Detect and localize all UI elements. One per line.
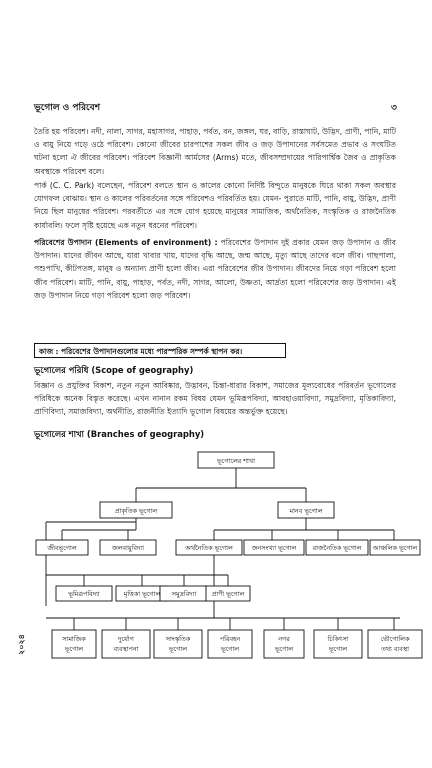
node-political-label: রাজনৈতিক ভূগোল	[312, 544, 362, 552]
scope-heading: ভূগোলের পরিধি (Scope of geography)	[34, 365, 194, 375]
node-cultural-geography	[154, 630, 202, 658]
node-gis-line1: ভৌগোলিক	[380, 635, 410, 643]
running-title: ভূগোল ও পরিবেশ	[34, 103, 101, 113]
node-soil-label: মৃত্তিকা ভূগোল	[123, 590, 161, 598]
node-zoogeography	[206, 586, 250, 601]
side-margin-year: ২০২৪	[17, 634, 26, 655]
node-human	[278, 502, 334, 518]
node-social-line1: সামাজিক	[62, 635, 86, 643]
node-transport-geography	[208, 630, 252, 658]
node-population-label: জনসংখ্যা ভূগোল	[251, 544, 297, 552]
node-disaster-line1: দুর্যোগ	[118, 635, 134, 643]
elements-heading: পরিবেশের উপাদান (Elements of environment) :	[34, 238, 218, 247]
task-box: কাজ : পরিবেশের উপাদানগুলোর মধ্যে পারস্পরিক সম্পর্ক স্থাপন কর।	[34, 343, 286, 358]
node-geomorphology	[56, 586, 112, 601]
page-number: ৩	[391, 103, 397, 113]
node-transport-line1: পরিবহন	[219, 635, 241, 643]
node-urban-geography	[264, 630, 304, 658]
node-oceanography-label: সমুদ্রবিদ্যা	[171, 590, 197, 598]
node-economic-geography	[176, 540, 242, 555]
node-social-geography	[52, 630, 96, 658]
node-physical	[100, 502, 172, 518]
node-climatology-label: জলবায়ুবিদ্যা	[111, 544, 145, 552]
node-urban-line1: নগর	[278, 635, 290, 643]
node-medical-line1: চিকিৎসা	[327, 635, 349, 643]
node-physical-label: প্রাকৃতিক ভূগোল	[114, 507, 158, 515]
node-medical-line2: ভূগোল	[328, 645, 348, 653]
node-climatology	[100, 540, 156, 555]
paragraph-elements	[34, 236, 396, 302]
node-regional-label: আঞ্চলিক ভূগোল	[372, 544, 418, 552]
node-cultural-line2: ভূগোল	[168, 645, 188, 653]
node-medical-geography	[314, 630, 362, 658]
node-root	[198, 452, 274, 468]
paragraph-definition: তৈরি হয় পরিবেশ। নদী, নালা, সাগর, মহাসাগর, পাহাড়, পর্বত, বন, জঙ্গল, ঘর, বাড়ি, রাস্তাঘাট, উদ্ভিদ, প্রাণী, পানি, মাটি ও বায়ু নিয়ে গড়ে ওঠে পরিবেশ। কোনো জীবের চারপাশের সকল জীব ও জড় উপাদানের সর্বসমেত প্রভাব ও সংঘটিত ঘটনা হলো ঐ জীবের পরিবেশ। পরিবেশ বিজ্ঞানী আর্মসের (Arms) মতে, জীবসম্প্রদায়ের পারিপার্শ্বিক জৈব ও প্রাকৃতিক অবস্থাকে পরিবেশ বলে।	[34, 127, 396, 176]
node-cultural-line1: সাংস্কৃতিক	[165, 635, 191, 643]
node-geomorphology-label: ভূমিরূপবিদ্যা	[68, 590, 100, 598]
node-biogeography	[36, 540, 88, 555]
node-economic-label: অর্থনৈতিক ভূগোল	[185, 544, 233, 552]
node-disaster-management	[102, 630, 150, 658]
node-root-label: ভূগোলের শাখা	[217, 457, 255, 465]
node-biogeography-label: জীবভূগোল	[47, 544, 77, 552]
branches-tree-diagram	[0, 440, 432, 730]
paragraph-park-definition: পার্ক (C. C. Park) বলেছেন, পরিবেশ বলতে স্থান ও কালের কোনো নির্দিষ্ট বিন্দুতে মানুষকে ঘিরে থাকা সকল অবস্থার যোগফল বোঝায়। স্থান ও কালের পরিবর্তনের সঙ্গে পরিবেশও পরিবর্তিত হয়। যেমন- পুরাতে মাটি, পানি, বায়ু, উদ্ভিদ, প্রাণী নিয়ে ছিল মানুষের পরিবেশ। পরবর্তীতে এর সঙ্গে যোগ হয়েছে মানুষের সামাজিক, অর্থনৈতিক, সংস্কৃতিক ও রাজনৈতিক কার্যাবলি। ফলে সৃষ্টি হয়েছে এক নতুন ধরনের পরিবেশ।	[34, 181, 396, 230]
node-urban-line2: ভূগোল	[274, 645, 294, 653]
paragraph-scope: বিজ্ঞান ও প্রযুক্তির বিকাশ, নতুন নতুন আবিষ্কার, উদ্ভাবন, চিন্তা-ধারার বিকাশ, সমাজের মূল্যবোধের পরিবর্তন ভূগোলের পরিধিকে অনেক বিস্তৃত করেছে। এখন নানান রকম বিষয় যেমন ভূমিরূপবিদ্যা, আবহাওয়াবিদ্যা, সমুদ্রবিদ্যা, মৃত্তিকাবিদ্যা, প্রাণিবিদ্যা, সমাজবিদ্যা, অর্থনীতি, রাজনীতি ইত্যাদি ভূগোল বিষয়ের অন্তর্ভুক্ত হয়েছে।	[34, 381, 396, 417]
node-zoogeography-label: প্রাণী ভূগোল	[211, 590, 245, 598]
node-political-geography	[306, 540, 368, 555]
node-gis-line2: তথ্য ব্যবস্থা	[381, 645, 409, 653]
node-population-geography	[244, 540, 304, 555]
node-gis	[368, 630, 422, 658]
node-disaster-line2: ব্যবস্থাপনা	[113, 645, 139, 653]
branches-heading: ভূগোলের শাখা (Branches of geography)	[34, 429, 205, 439]
node-regional-geography	[370, 540, 420, 555]
node-transport-line2: ভূগোল	[220, 645, 240, 653]
node-social-line2: ভূগোল	[64, 645, 84, 653]
node-human-label: মানব ভূগোল	[289, 507, 323, 515]
elements-text: পরিবেশের উপাদান দুই প্রকার যেমন জড় উপাদান ও জীব উপাদান। যাদের জীবন আছে, যারা খাবার খায়, যাদের বৃদ্ধি আছে, জন্ম আছে, মৃত্যু আছে তাদের বলে জীব। গাছপালা, পশুপাখি, কীটপতঙ্গ, মানুষ ও অন্যান্য প্রাণী হলো জীব। এরা পরিবেশের জীব উপাদান। জীবদের নিয়ে গড়া পরিবেশ হলো জীব পরিবেশ। মাটি, পানি, বায়ু, পাহাড়, পর্বত, নদী, সাগর, আলো, উষ্ণতা, আর্দ্রতা হলো পরিবেশের জড় উপাদান। এই জড় উপাদান নিয়ে গড়া পরিবেশ হলো জড় পরিবেশ।	[34, 238, 396, 300]
node-oceanography	[160, 586, 208, 601]
